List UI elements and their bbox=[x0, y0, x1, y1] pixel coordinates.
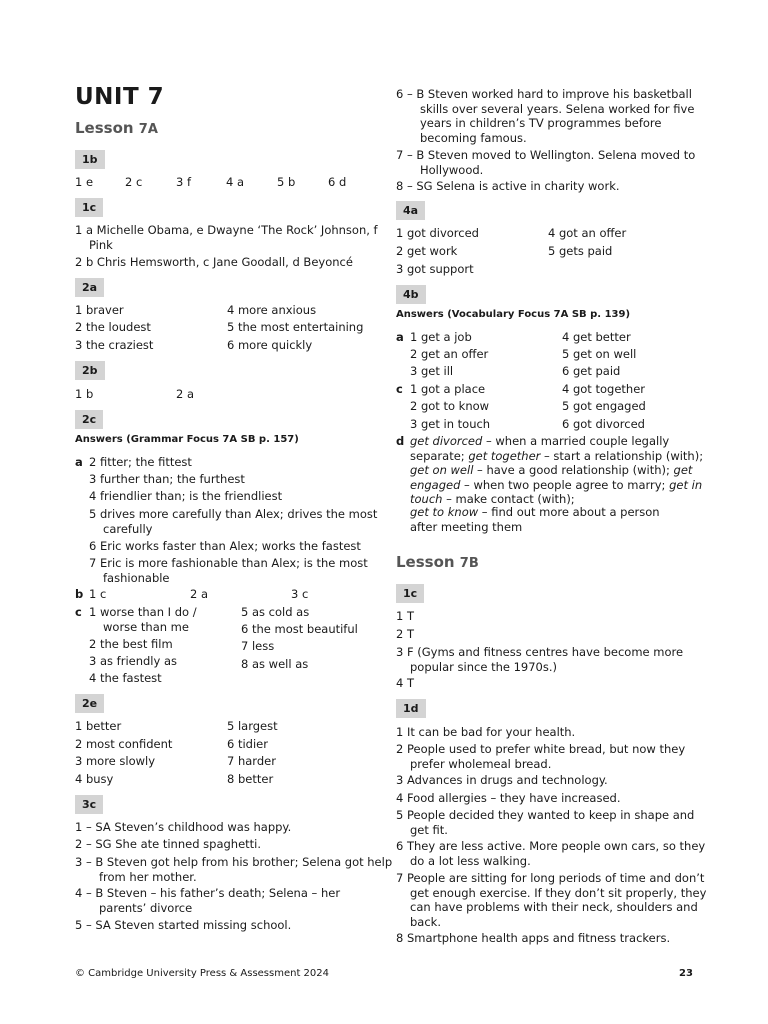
answer-3c-8: 8 – SG Selena is active in charity work. bbox=[396, 179, 620, 193]
answer-7b-1d-5: 5 People decided they wanted to keep in shape and get fit. bbox=[396, 808, 695, 837]
section-tag-1b: 1b bbox=[75, 150, 105, 169]
answer-3c-3: 3 – B Steven got help from his brother; Selena got help from her mother. bbox=[75, 855, 393, 884]
part-letter-4b-c: c bbox=[396, 382, 403, 396]
answer-2a-6: 6 more quickly bbox=[227, 338, 313, 352]
answer-1b-6: 6 d bbox=[328, 175, 347, 189]
answer-7b-1c-1: 1 T bbox=[396, 609, 414, 623]
answer-4b-a2: 2 get an offer bbox=[410, 347, 489, 361]
answer-4a-5: 5 gets paid bbox=[548, 244, 613, 258]
phrase-definition: – when a married couple legally separate; bbox=[410, 434, 670, 463]
phrase-term: get engaged bbox=[410, 463, 693, 492]
answer-2c-c3: 3 as friendly as bbox=[89, 654, 177, 668]
phrase-term: get together bbox=[468, 448, 541, 463]
part-letter-4b-d: d bbox=[396, 434, 405, 448]
answer-2e-5: 5 largest bbox=[227, 719, 278, 733]
phrase-term: get on well bbox=[410, 463, 474, 477]
answer-7b-1d-4: 4 Food allergies – they have increased. bbox=[396, 791, 621, 805]
answer-2c-b3: 3 c bbox=[291, 587, 309, 601]
answer-7b-1d-3: 3 Advances in drugs and technology. bbox=[396, 773, 608, 787]
answer-2e-1: 1 better bbox=[75, 719, 122, 733]
phrase-definition: – make contact (with); bbox=[442, 492, 575, 506]
section-tag-2c: 2c bbox=[75, 410, 103, 429]
answer-4b-d-last: get to know – find out more about a person after meeting them bbox=[410, 505, 660, 534]
section-tag-4a: 4a bbox=[396, 201, 425, 220]
answer-3c-6: 6 – B Steven worked hard to improve his basketball skills over several years. Selena worked for five years in children’s TV programmes before becoming famous. bbox=[396, 87, 695, 145]
answer-7b-1d-1: 1 It can be bad for your health. bbox=[396, 725, 576, 739]
lesson-7a-heading: Lesson 7A bbox=[75, 119, 158, 137]
answers-title-vocabulary: Answers (Vocabulary Focus 7A SB p. 139) bbox=[396, 309, 631, 320]
answer-4b-c3: 3 get in touch bbox=[410, 417, 491, 431]
answer-2c-c7: 7 less bbox=[241, 639, 275, 653]
lesson-7b-heading: Lesson 7B bbox=[396, 553, 479, 571]
answer-2a-2: 2 the loudest bbox=[75, 320, 151, 334]
answer-7b-1d-2: 2 People used to prefer white bread, but now they prefer wholemeal bread. bbox=[396, 742, 686, 771]
answer-4a-4: 4 got an offer bbox=[548, 226, 627, 240]
answer-3c-7: 7 – B Steven moved to Wellington. Selena moved to Hollywood. bbox=[396, 148, 696, 177]
answer-4b-c4: 4 got together bbox=[562, 382, 645, 396]
phrase-term: get divorced bbox=[410, 434, 483, 448]
answer-2c-c4: 4 the fastest bbox=[89, 671, 162, 685]
answer-2c-a6: 6 Eric works faster than Alex; works the fastest bbox=[89, 539, 361, 553]
answer-3c-5: 5 – SA Steven started missing school. bbox=[75, 918, 292, 932]
answer-2e-6: 6 tidier bbox=[227, 737, 268, 751]
answer-1b-5: 5 b bbox=[277, 175, 296, 189]
answer-2c-c2: 2 the best film bbox=[89, 637, 173, 651]
answers-title-grammar: Answers (Grammar Focus 7A SB p. 157) bbox=[75, 434, 299, 445]
answer-2c-c5: 5 as cold as bbox=[241, 605, 310, 619]
answer-1c-1: 1 a Michelle Obama, e Dwayne ‘The Rock’ Johnson, f Pink bbox=[75, 223, 378, 252]
answer-3c-2: 2 – SG She ate tinned spaghetti. bbox=[75, 837, 262, 851]
answer-1b-1: 1 e bbox=[75, 175, 94, 189]
answer-2b-2: 2 a bbox=[176, 387, 195, 401]
section-tag-1c: 1c bbox=[75, 198, 103, 217]
answer-2e-7: 7 harder bbox=[227, 754, 276, 768]
part-letter-b: b bbox=[75, 587, 84, 601]
answer-4b-c2: 2 got to know bbox=[410, 399, 490, 413]
unit-title: UNIT 7 bbox=[75, 84, 165, 110]
answer-2c-b1: 1 c bbox=[89, 587, 107, 601]
answer-1b-3: 3 f bbox=[176, 175, 192, 189]
answer-1b-2: 2 c bbox=[125, 175, 143, 189]
answer-4b-c5: 5 got engaged bbox=[562, 399, 646, 413]
section-tag-7b-1c: 1c bbox=[396, 584, 424, 603]
answer-4b-a3: 3 get ill bbox=[410, 364, 454, 378]
phrase-term: get in touch bbox=[410, 477, 703, 506]
section-tag-2e: 2e bbox=[75, 694, 104, 713]
part-letter-c: c bbox=[75, 605, 82, 619]
answer-4b-a5: 5 get on well bbox=[562, 347, 637, 361]
answer-2c-b2: 2 a bbox=[190, 587, 209, 601]
footer-copyright: © Cambridge University Press & Assessment 2024 bbox=[75, 968, 330, 979]
answer-2e-4: 4 busy bbox=[75, 772, 114, 786]
answer-2a-3: 3 the craziest bbox=[75, 338, 154, 352]
answer-2c-c6: 6 the most beautiful bbox=[241, 622, 358, 636]
answer-7b-1d-7: 7 People are sitting for long periods of time and don’t get enough exercise. If they don’t sit properly, they can have problems with their neck, shoulders and back. bbox=[396, 871, 707, 929]
answer-2b-1: 1 b bbox=[75, 387, 94, 401]
answer-1b-4: 4 a bbox=[226, 175, 245, 189]
answer-1c-2: 2 b Chris Hemsworth, c Jane Goodall, d Beyoncé bbox=[75, 255, 353, 269]
answer-4b-c6: 6 got divorced bbox=[562, 417, 645, 431]
section-tag-3c: 3c bbox=[75, 795, 103, 814]
answer-7b-1c-3: 3 F (Gyms and fitness centres have become more popular since the 1970s.) bbox=[396, 645, 684, 674]
answer-2a-5: 5 the most entertaining bbox=[227, 320, 364, 334]
answer-4a-2: 2 get work bbox=[396, 244, 458, 258]
footer-page-number: 23 bbox=[679, 968, 693, 979]
answer-4a-3: 3 got support bbox=[396, 262, 474, 276]
answer-7b-1d-8: 8 Smartphone health apps and fitness trackers. bbox=[396, 931, 671, 945]
section-tag-2a: 2a bbox=[75, 278, 104, 297]
answer-2c-a2: 2 fitter; the fittest bbox=[89, 455, 192, 469]
answer-2a-4: 4 more anxious bbox=[227, 303, 317, 317]
answer-7b-1d-6: 6 They are less active. More people own cars, so they do a lot less walking. bbox=[396, 839, 706, 868]
answer-4b-d-definitions bbox=[410, 434, 706, 507]
answer-4b-c1: 1 got a place bbox=[410, 382, 486, 396]
answer-2e-8: 8 better bbox=[227, 772, 274, 786]
answer-2c-c1: 1 worse than I do / worse than me bbox=[89, 605, 197, 634]
answer-2c-c8: 8 as well as bbox=[241, 657, 309, 671]
answer-2e-2: 2 most confident bbox=[75, 737, 173, 751]
answer-2c-a5: 5 drives more carefully than Alex; drives the most carefully bbox=[89, 507, 378, 536]
answer-2e-3: 3 more slowly bbox=[75, 754, 156, 768]
answer-7b-1c-4: 4 T bbox=[396, 676, 414, 690]
answer-3c-4: 4 – B Steven – his father’s death; Selena – her parents’ divorce bbox=[75, 886, 341, 915]
section-tag-4b: 4b bbox=[396, 285, 426, 304]
answer-2a-1: 1 braver bbox=[75, 303, 124, 317]
part-letter-4b-a: a bbox=[396, 330, 404, 344]
answer-7b-1c-2: 2 T bbox=[396, 627, 414, 641]
answer-4b-a1: 1 get a job bbox=[410, 330, 472, 344]
phrase-definition: – start a relationship (with); bbox=[540, 448, 704, 463]
answer-2c-a3: 3 further than; the furthest bbox=[89, 472, 245, 486]
answer-2c-a7: 7 Eric is more fashionable than Alex; is the most fashionable bbox=[89, 556, 368, 585]
answer-4b-a6: 6 get paid bbox=[562, 364, 621, 378]
section-tag-2b: 2b bbox=[75, 361, 105, 380]
phrase-definition: – have a good relationship (with); bbox=[473, 463, 674, 477]
section-tag-7b-1d: 1d bbox=[396, 699, 426, 718]
answer-3c-1: 1 – SA Steven’s childhood was happy. bbox=[75, 820, 292, 834]
part-letter-a: a bbox=[75, 455, 83, 469]
answer-2c-a4: 4 friendlier than; is the friendliest bbox=[89, 489, 283, 503]
answer-4b-a4: 4 get better bbox=[562, 330, 631, 344]
answer-4a-1: 1 got divorced bbox=[396, 226, 479, 240]
phrase-definition: – when two people agree to marry; bbox=[460, 477, 670, 492]
